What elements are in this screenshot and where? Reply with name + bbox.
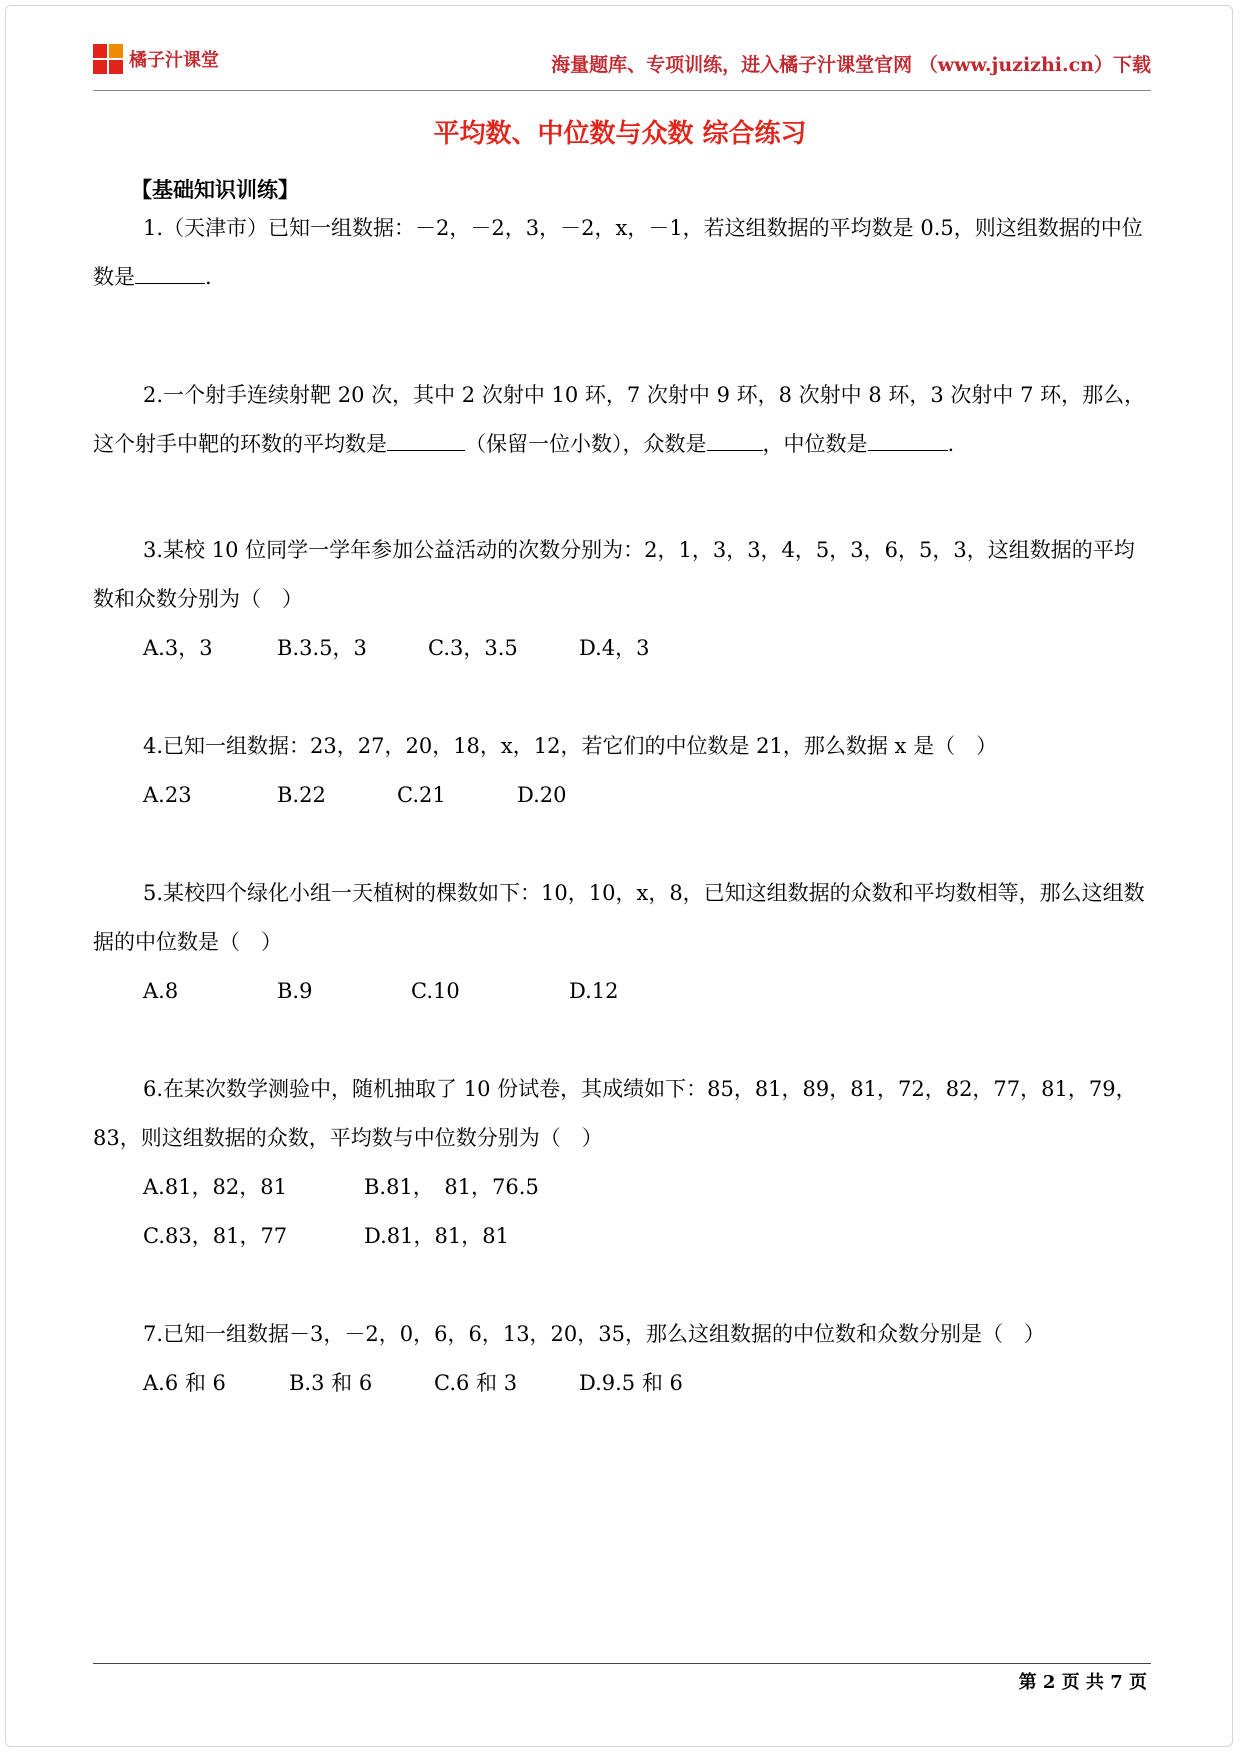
answer-blank-median[interactable]	[868, 428, 948, 451]
header-divider	[93, 90, 1151, 91]
option-a[interactable]: A.3，3	[143, 636, 213, 660]
answer-blank-mean[interactable]	[387, 428, 465, 451]
option-a[interactable]: A.8	[143, 979, 179, 1003]
answer-blank-mode[interactable]	[707, 428, 763, 451]
option-d[interactable]: D.9.5 和 6	[579, 1371, 683, 1395]
question-7-options	[93, 1359, 1151, 1408]
question-4: 4.已知一组数据：23，27，20，18，x，12，若它们的中位数是 21，那么数据 x 是（ ）	[143, 734, 998, 758]
logo-icon	[93, 44, 123, 74]
logo-text: 橘子汁课堂	[129, 50, 219, 71]
option-d[interactable]: D.20	[517, 783, 567, 807]
question-1: 1.（天津市）已知一组数据：－2，－2，3，－2，x，－1，若这组数据的平均数是 0.5，则这组数据的中位数是 .	[93, 216, 1143, 289]
option-b[interactable]: B.22	[277, 783, 326, 807]
worksheet-content	[93, 170, 1151, 1408]
page-title: 平均数、中位数与众数 综合练习	[433, 119, 807, 149]
option-d[interactable]: D.81，81，81	[364, 1224, 509, 1248]
option-c[interactable]: C.3，3.5	[428, 636, 518, 660]
question-7: 7.已知一组数据－3，－2，0，6，6，13，20，35，那么这组数据的中位数和众数分别是（ ）	[143, 1322, 1046, 1346]
option-a[interactable]: A.81，82，81	[143, 1175, 288, 1199]
option-b[interactable]: B.3 和 6	[289, 1371, 373, 1395]
question-3: 3.某校 10 位同学一学年参加公益活动的次数分别为：2，1，3，3，4，5，3，6，5，3，这组数据的平均数和众数分别为（ ）	[93, 538, 1135, 611]
page-header	[93, 42, 1151, 92]
option-b[interactable]: B.9	[277, 979, 313, 1003]
option-c[interactable]: C.10	[411, 979, 460, 1003]
logo	[93, 44, 219, 74]
option-c[interactable]: C.6 和 3	[434, 1371, 518, 1395]
question-6: 6.在某次数学测验中，随机抽取了 10 份试卷，其成绩如下：85，81，89，81，72，82，77，81，79，83，则这组数据的众数，平均数与中位数分别为（ ）	[93, 1077, 1137, 1150]
option-c[interactable]: C.83，81，77	[143, 1224, 288, 1248]
question-6-options-row-1	[93, 1163, 1151, 1212]
option-d[interactable]: D.4，3	[579, 636, 650, 660]
option-c[interactable]: C.21	[397, 783, 446, 807]
option-b[interactable]: B.81， 81，76.5	[364, 1175, 539, 1199]
option-a[interactable]: A.23	[143, 783, 192, 807]
footer-divider	[93, 1663, 1151, 1664]
answer-blank[interactable]	[135, 261, 205, 284]
question-3-options	[93, 624, 1151, 673]
question-6-options-row-2	[93, 1212, 1151, 1261]
question-4-options	[93, 771, 1151, 820]
option-b[interactable]: B.3.5，3	[277, 636, 367, 660]
option-d[interactable]: D.12	[569, 979, 619, 1003]
question-5: 5.某校四个绿化小组一天植树的棵数如下：10，10，x，8，已知这组数据的众数和平均数相等，那么这组数据的中位数是（ ）	[93, 881, 1145, 954]
option-a[interactable]: A.6 和 6	[143, 1371, 226, 1395]
question-5-options	[93, 967, 1151, 1016]
section-heading: 【基础知识训练】	[131, 177, 299, 202]
question-2: 2.一个射手连续射靶 20 次，其中 2 次射中 10 环，7 次射中 9 环，8 次射中 8 环，3 次射中 7 环，那么，这个射手中靶的环数的平均数是 （保留一位小数），众数是 ，中位数是 .	[93, 383, 1146, 456]
header-website-text: 海量题库、专项训练，进入橘子汁课堂官网 （www.juzizhi.cn）下载	[551, 54, 1151, 76]
page-number: 第 2 页 共 7 页	[1018, 1672, 1147, 1693]
